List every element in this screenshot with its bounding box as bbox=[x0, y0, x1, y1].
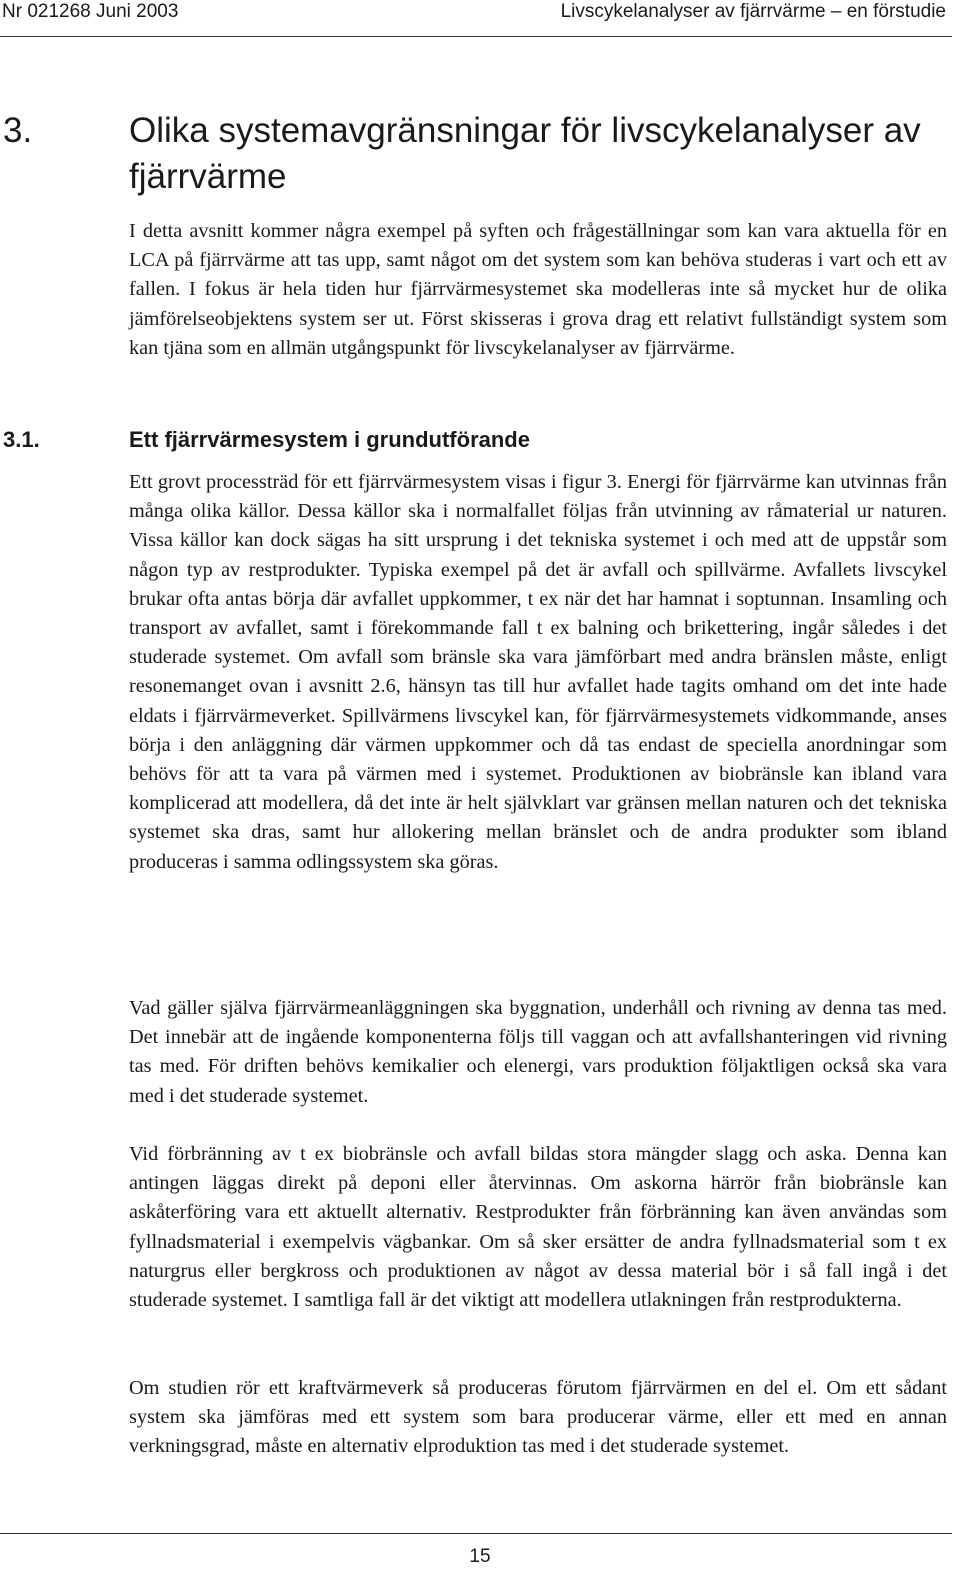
paragraph-ash-residues: Vid förbränning av t ex biobränsle och avfall bildas stora mängder slagg och aska. Denna kan antingen läggas direkt på deponi eller återvinnas. Om askorna härrör från biobränsle kan askåterföring vara ett aktuellt alternativ. Restprodukter från förbränning kan även användas som fyllnadsmaterial i exempelvis vägbankar. Om så sker ersätter de andra fyllnadsmaterial som t ex naturgrus eller bergkross och produktionen av något av dessa material bör i så fall ingå i det studerade systemet. I samtliga fall är det viktigt att modellera utlakningen från restprodukterna. bbox=[129, 1143, 947, 1312]
header-report-number: Nr 021268 Juni 2003 bbox=[2, 1, 179, 22]
page-header bbox=[0, 0, 960, 34]
chapter-title: Olika systemavgränsningar för livscykelanalyser av fjärrvärme bbox=[129, 111, 921, 196]
section-number: 3.1. bbox=[3, 427, 40, 452]
chapter-number: 3. bbox=[3, 111, 33, 150]
footer-divider bbox=[0, 1533, 952, 1534]
paragraph-chp: Om studien rör ett kraftvärmeverk så produceras förutom fjärrvärmen en del el. Om ett sådant system ska jämföras med ett system som bara producerar värme, eller ett med en annan verkningsgrad, måste en alternativ elproduktion tas med i det studerade systemet. bbox=[129, 1377, 947, 1458]
paragraph-plant-construction: Vad gäller själva fjärrvärmeanläggningen ska byggnation, underhåll och rivning av denna tas med. Det innebär att de ingående komponenterna följs till vaggan och att avfallshanteringen vid rivning tas med. För driften behövs kemikalier och elenergi, vars produktion följaktligen också ska vara med i det studerade systemet. bbox=[129, 997, 947, 1107]
intro-paragraph: I detta avsnitt kommer några exempel på syften och frågeställningar som kan vara aktuella för en LCA på fjärrvärme att tas upp, samt något om det system som kan behöva studeras i vart och ett av fallen. I fokus är hela tiden hur fjärrvärmesystemet ska modelleras inte så mycket hur de olika jämförelseobjektens system ser ut. Först skisseras i grova drag ett relativt fullständigt system som kan tjäna som en allmän utgångspunkt för livscykelanalyser av fjärrvärme. bbox=[129, 220, 947, 359]
header-document-title: Livscykelanalyser av fjärrvärme – en förstudie bbox=[560, 1, 946, 22]
header-divider bbox=[0, 36, 952, 37]
page-number: 15 bbox=[469, 1546, 491, 1567]
section-title: Ett fjärrvärmesystem i grundutförande bbox=[129, 427, 530, 452]
paragraph-energy-sources: Ett grovt processträd för ett fjärrvärmesystem visas i figur 3. Energi för fjärrvärme kan utvinnas från många olika källor. Dessa källor ska i normalfallet följas från utvinning av råmaterial ur naturen. Vissa källor kan dock sägas ha sitt ursprung i det tekniska systemet i och med att de uppstår som någon typ av restprodukter. Typiska exempel på det är avfall och spillvärme. Avfallets livscykel brukar ofta antas börja där avfallet uppkommer, t ex när det har hamnat i soptunnan. Insamling och transport av avfallet, samt i förekommande fall t ex balning och brikettering, ingår således i det studerade systemet. Om avfall som bränsle ska vara jämförbart med andra bränslen måste, enligt resonemanget ovan i avsnitt 2.6, hänsyn tas till hur avfallet hade tagits omhand om det inte hade eldats i fjärrvärmeverket. Spillvärmens livscykel kan, för fjärrvärmesystemets vidkommande, anses börja i den anläggning där värmen uppkommer och då tas endast de speciella anordningar som behövs för att ta vara på värmen med i systemet. Produktionen av biobränsle kan ibland vara komplicerad att modellera, då det inte är helt självklart var gränsen mellan naturen och det tekniska systemet ska dras, samt hur allokering mellan bränslet och de andra produkter som ibland produceras i samma odlingssystem ska göras. bbox=[129, 471, 947, 873]
